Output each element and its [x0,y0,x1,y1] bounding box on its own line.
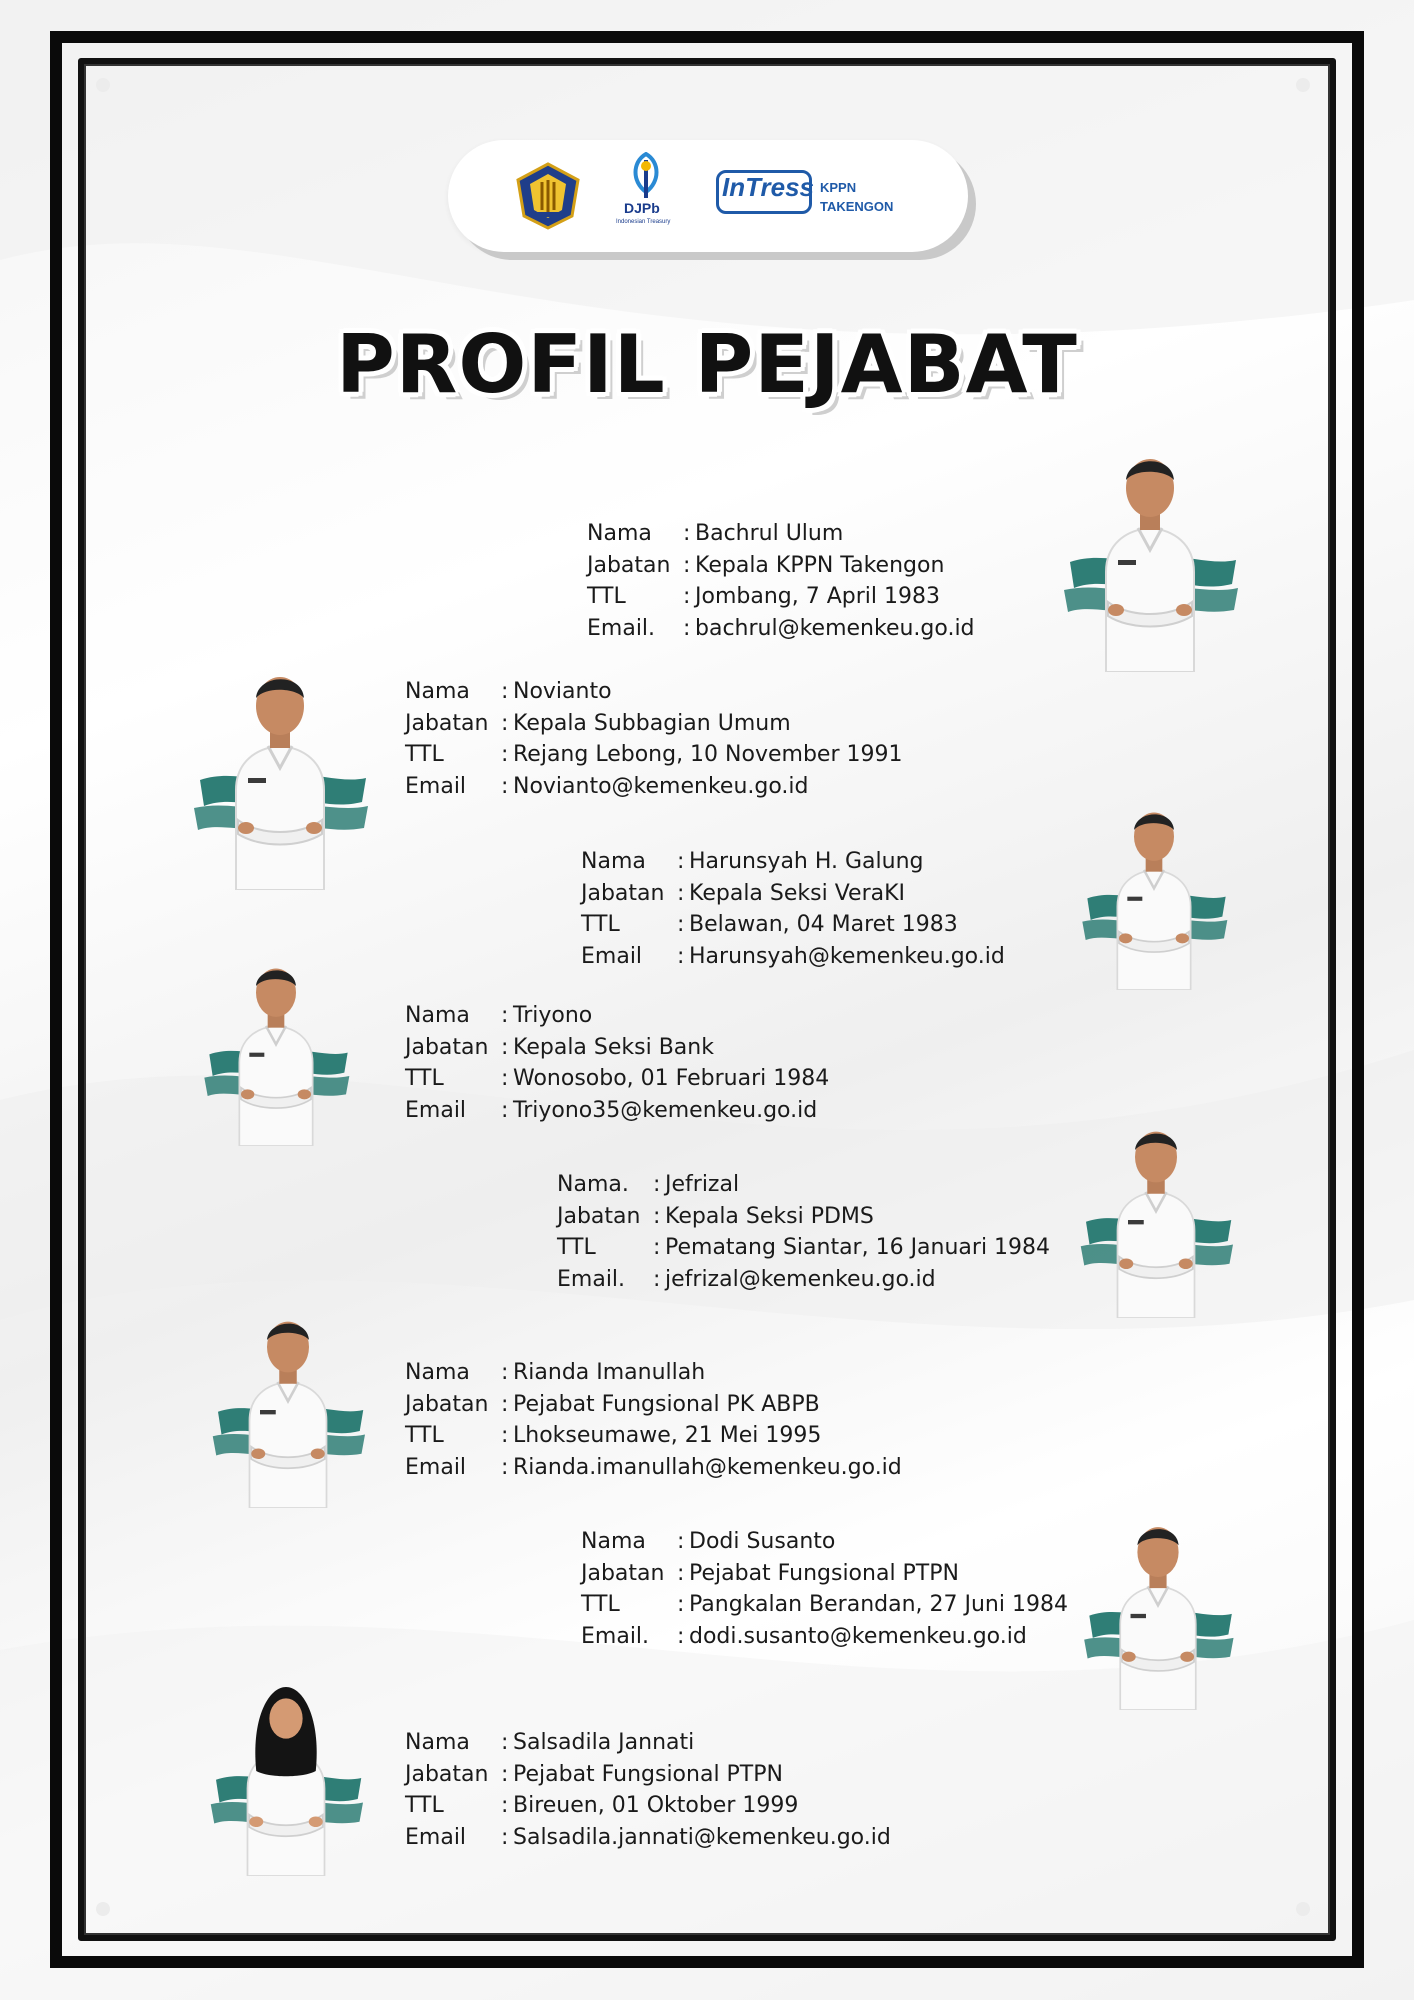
label-ttl: TTL [405,1793,444,1818]
value-jabatan: Kepala Seksi Bank [513,1034,714,1060]
corner-pin [1296,78,1310,92]
label-nama: Nama [405,679,470,704]
label-ttl: TTL [405,1066,444,1091]
label-nama: Nama [587,521,652,546]
label-nama: Nama. [557,1172,629,1197]
label-jabatan: Jabatan [587,552,671,578]
value-ttl: Wonosobo, 01 Februari 1984 [513,1066,830,1091]
value-jabatan: Pejabat Fungsional PK ABPB [513,1391,820,1417]
value-jabatan: Kepala Seksi VeraKI [689,880,906,906]
value-ttl: Pematang Siantar, 16 Januari 1984 [665,1235,1051,1260]
label-jabatan: Jabatan [405,1391,489,1417]
value-email: jefrizal@kemenkeu.go.id [665,1266,936,1292]
label-jabatan: Jabatan [581,880,665,906]
office-line-2: TAKENGON [820,199,894,214]
djpb-subtitle: Indonesian Treasury [616,219,671,225]
value-jabatan: Pejabat Fungsional PTPN [513,1761,783,1787]
photo-novianto [190,650,370,890]
value-nama: Jefrizal [665,1172,740,1197]
label-ttl: TTL [405,742,444,767]
label-email: Email [405,773,467,799]
value-nama: Triyono [513,1003,593,1028]
profile-card: Nama : Dodi Susanto Jabatan : Pejabat Fungsional PTPN TTL : Pangkalan Berandan, 27 Juni 1984 Email. : dodi.susanto@kemenkeu.go.id [581,1526,1068,1652]
value-ttl: Lhokseumawe, 21 Mei 1995 [513,1423,822,1448]
photo-rianda [198,1298,378,1508]
photo-salsadila [196,1666,376,1876]
value-jabatan: Kepala KPPN Takengon [695,552,945,578]
value-nama: Novianto [513,679,612,704]
djpb-label: DJPb [624,200,660,216]
label-jabatan: Jabatan [581,1560,665,1586]
value-nama: Salsadila Jannati [513,1730,695,1755]
value-ttl: Belawan, 04 Maret 1983 [689,912,958,937]
profile-card: Nama : Rianda Imanullah Jabatan : Pejabat Fungsional PK ABPB TTL : Lhokseumawe, 21 Mei 1995 Email : Rianda.imanullah@kemenkeu.go.id [405,1357,902,1483]
label-email: Email [581,943,643,969]
value-ttl: Jombang, 7 April 1983 [695,584,940,609]
label-ttl: TTL [557,1235,596,1260]
profile-card: Nama. : Jefrizal Jabatan : Kepala Seksi PDMS TTL : Pematang Siantar, 16 Januari 1984 Email. : jefrizal@kemenkeu.go.id [557,1169,1050,1295]
value-nama: Bachrul Ulum [695,521,844,546]
photo-bachrul-ulum [1060,432,1240,672]
value-ttl: Pangkalan Berandan, 27 Juni 1984 [689,1592,1068,1617]
office-line-1: KPPN [820,180,857,195]
kemenkeu-emblem-icon [512,160,584,232]
office-name [820,178,893,216]
corner-pin [96,1902,110,1916]
value-email: bachrul@kemenkeu.go.id [695,615,975,641]
value-email: Rianda.imanullah@kemenkeu.go.id [513,1454,902,1480]
logo-bar [448,140,968,252]
label-nama: Nama [581,1529,646,1554]
value-jabatan: Pejabat Fungsional PTPN [689,1560,959,1586]
value-email: Salsadila.jannati@kemenkeu.go.id [513,1824,891,1850]
label-jabatan: Jabatan [405,1034,489,1060]
value-nama: Rianda Imanullah [513,1360,706,1385]
intress-label: InTress [722,172,815,202]
label-email: Email. [557,1266,626,1292]
value-nama: Dodi Susanto [689,1529,836,1554]
photo-dodi [1068,1504,1248,1710]
profile-card: Nama : Salsadila Jannati Jabatan : Pejabat Fungsional PTPN TTL : Bireuen, 01 Oktober 1999 Email : Salsadila.jannati@kemenkeu.go.id [405,1727,891,1853]
djpb-logo-icon [624,152,668,202]
label-jabatan: Jabatan [405,1761,489,1787]
label-jabatan: Jabatan [405,710,489,736]
label-email: Email [405,1097,467,1123]
value-ttl: Rejang Lebong, 10 November 1991 [513,742,903,767]
photo-triyono [186,946,366,1146]
label-email: Email. [587,615,656,641]
label-ttl: TTL [587,584,626,609]
value-jabatan: Kepala Seksi PDMS [665,1203,874,1229]
value-nama: Harunsyah H. Galung [689,849,924,874]
label-jabatan: Jabatan [557,1203,641,1229]
photo-harunsyah [1064,790,1244,990]
value-email: Novianto@kemenkeu.go.id [513,773,809,799]
corner-pin [1296,1902,1310,1916]
value-email: dodi.susanto@kemenkeu.go.id [689,1623,1027,1649]
label-nama: Nama [405,1730,470,1755]
label-ttl: TTL [581,1592,620,1617]
label-email: Email. [581,1623,650,1649]
label-ttl: TTL [581,912,620,937]
profile-card: Nama : Novianto Jabatan : Kepala Subbagian Umum TTL : Rejang Lebong, 10 November 1991 Email : Novianto@kemenkeu.go.id [405,676,902,802]
label-email: Email [405,1824,467,1850]
value-email: Harunsyah@kemenkeu.go.id [689,943,1005,969]
label-nama: Nama [405,1003,470,1028]
page-title: PROFIL PEJABAT [336,318,1078,411]
label-nama: Nama [581,849,646,874]
label-nama: Nama [405,1360,470,1385]
profile-card: Nama : Harunsyah H. Galung Jabatan : Kepala Seksi VeraKI TTL : Belawan, 04 Maret 1983 Email : Harunsyah@kemenkeu.go.id [581,846,1005,972]
photo-jefrizal [1066,1108,1246,1318]
label-email: Email [405,1454,467,1480]
value-email: Triyono35@kemenkeu.go.id [513,1097,818,1123]
profile-card: Nama : Triyono Jabatan : Kepala Seksi Bank TTL : Wonosobo, 01 Februari 1984 Email : Triyono35@kemenkeu.go.id [405,1000,829,1126]
value-jabatan: Kepala Subbagian Umum [513,710,791,736]
value-ttl: Bireuen, 01 Oktober 1999 [513,1793,799,1818]
profile-card: Nama : Bachrul Ulum Jabatan : Kepala KPPN Takengon TTL : Jombang, 7 April 1983 Email. : bachrul@kemenkeu.go.id [587,518,975,644]
corner-pin [96,78,110,92]
label-ttl: TTL [405,1423,444,1448]
